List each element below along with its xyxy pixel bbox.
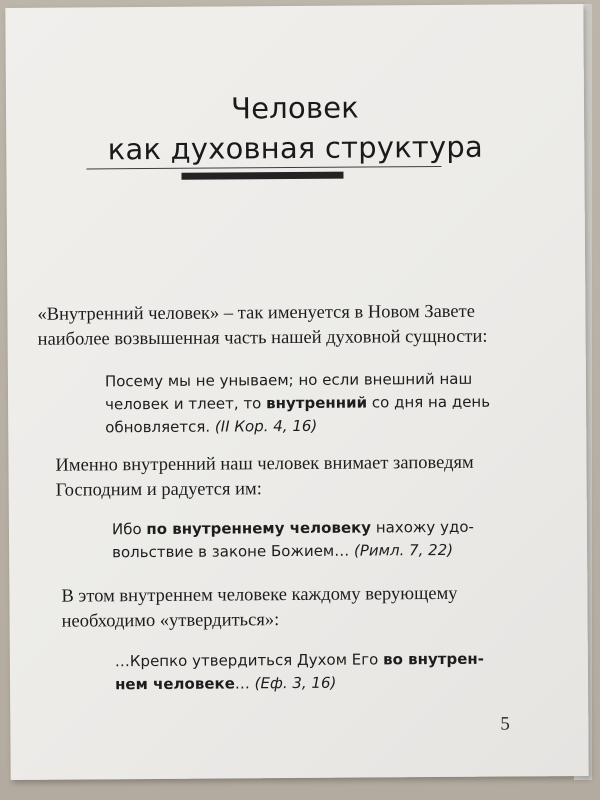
paragraph-1-line1: «Внутренний человек» – так именуется в Новом Завете [37, 301, 475, 325]
paragraph-3-line1: В этом внутреннем человеке каждому верующему [61, 583, 458, 607]
quote-2-reference: (Римл. 7, 22) [353, 540, 454, 560]
quote-3-emphasis: во внутрен- [383, 649, 484, 669]
chapter-title [6, 86, 585, 170]
scripture-quote-3 [115, 648, 484, 697]
quote-2-line1 [112, 516, 474, 542]
quote-1-emphasis: внутренний [266, 393, 368, 413]
quote-3-line2 [115, 671, 484, 697]
quote-1-reference: (II Кор. 4, 16) [214, 416, 318, 436]
paragraph-2-line2: Господним и радуется им: [55, 479, 262, 501]
quote-1-text: человек и тлеет, то [105, 394, 267, 414]
quote-2-text: Ибо [111, 520, 147, 539]
page-number: 5 [500, 713, 510, 735]
page-content [5, 4, 588, 780]
paragraph-1 [37, 300, 487, 353]
quote-1-line2 [105, 391, 490, 417]
quote-2-text: вольствие в законе Божием… [112, 541, 355, 562]
paragraph-3 [61, 582, 457, 635]
chapter-title-line2: как духовная структура [107, 129, 484, 167]
quote-1-line1: Посему мы не унываем; но если внешний наш [104, 369, 473, 391]
paragraph-3-line2: необходимо «утвердиться»: [61, 610, 280, 632]
book-page [5, 4, 588, 780]
quote-1-line3 [105, 414, 490, 440]
scripture-quote-2 [112, 516, 474, 565]
quote-3-line1 [115, 648, 484, 674]
paragraph-2-line1: Именно внутренний наш человек внимает заповедям [55, 452, 474, 476]
chapter-title-line1: Человек [230, 90, 360, 126]
quote-2-emphasis: по внутреннему человеку [146, 518, 372, 539]
title-underline-bar [181, 172, 343, 180]
quote-3-reference: (Еф. 3, 16) [254, 673, 337, 693]
scripture-quote-1 [105, 368, 490, 440]
quote-1-text: обновляется. [105, 417, 215, 437]
quote-1-text: со дня на день [367, 392, 491, 412]
quote-3-text: …Крепко утвердиться Духом Его [114, 650, 384, 671]
quote-3-emphasis: нем человеке [114, 674, 235, 694]
paragraph-1-line2: наиболее возвышенная часть нашей духовной сущности: [37, 326, 488, 350]
quote-2-line2 [112, 539, 474, 565]
quote-3-text: … [234, 674, 255, 693]
quote-2-text: нахожу удо- [370, 517, 474, 537]
paragraph-2 [55, 451, 474, 504]
